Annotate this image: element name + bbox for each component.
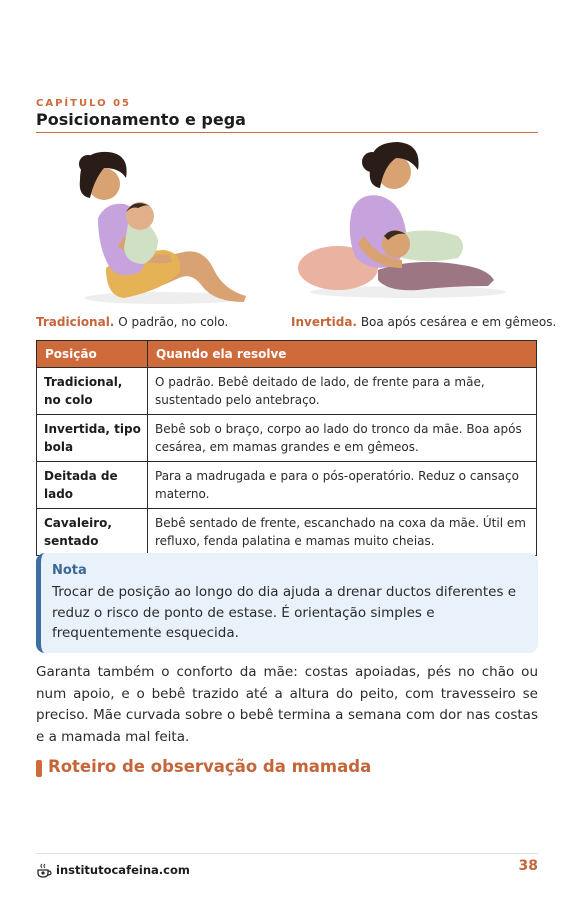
table-header-row [37,341,537,368]
section-heading: Roteiro de observação da mamada [48,757,372,776]
table-row [37,462,537,509]
table-row [37,509,537,556]
when-cell: Bebê sentado de frente, escanchado na coxa da mãe. Útil em refluxo, fenda palatina e mamas muito cheias. [148,509,537,556]
chapter-kicker: CAPÍTULO 05 [36,98,131,109]
when-cell: O padrão. Bebê deitado de lado, de frente para a mãe, sustentado pelo antebraço. [148,368,537,415]
footer-divider [36,853,538,854]
footer-site-link[interactable]: institutocafeina.com [56,863,190,877]
page-number: 38 [518,858,538,874]
title-divider [36,132,538,133]
figure-caption-football [291,315,556,329]
table-row [37,368,537,415]
caption-lead: Tradicional. [36,315,115,329]
body-paragraph: Garanta também o conforto da mãe: costas apoiadas, pés no chão ou num apoio, e o bebê trazido até a altura do peito, com travesseiro se preciso. Mãe curvada sobre o bebê termina a semana com dor nas costas e a mamada mal feita. [36,664,538,745]
figure-caption-traditional [36,315,228,329]
football-hold-illustration [298,140,510,300]
when-cell: Bebê sob o braço, corpo ao lado do tronco da mãe. Boa após cesárea, em mamas grandes e em gêmeos. [148,415,537,462]
position-cell: Tradicional, no colo [37,368,148,415]
when-cell: Para a madrugada e para o pós-operatório. Reduz o cansaço materno. [148,462,537,509]
column-header-when: Quando ela resolve [148,341,537,368]
caption-text: Boa após cesárea e em gêmeos. [360,315,557,329]
coffee-cup-icon [36,863,52,879]
positions-table [36,340,537,556]
caption-text: O padrão, no colo. [118,315,229,329]
chapter-title: Posicionamento e pega [36,110,246,129]
position-cell: Invertida, tipo bola [37,415,148,462]
position-cell: Cavaleiro, sentado [37,509,148,556]
table-row [37,415,537,462]
position-cell: Deitada de lado [37,462,148,509]
traditional-hold-illustration [54,140,254,308]
note-body: Trocar de posição ao longo do dia ajuda a drenar ductos diferentes e reduz o risco de ponto de estase. É orientação simples e frequentemente esquecida. [52,584,517,641]
section-heading-marker [36,760,42,777]
note-callout [36,553,538,653]
note-title: Nota [52,563,87,578]
column-header-position: Posição [37,341,148,368]
caption-lead: Invertida. [291,315,357,329]
